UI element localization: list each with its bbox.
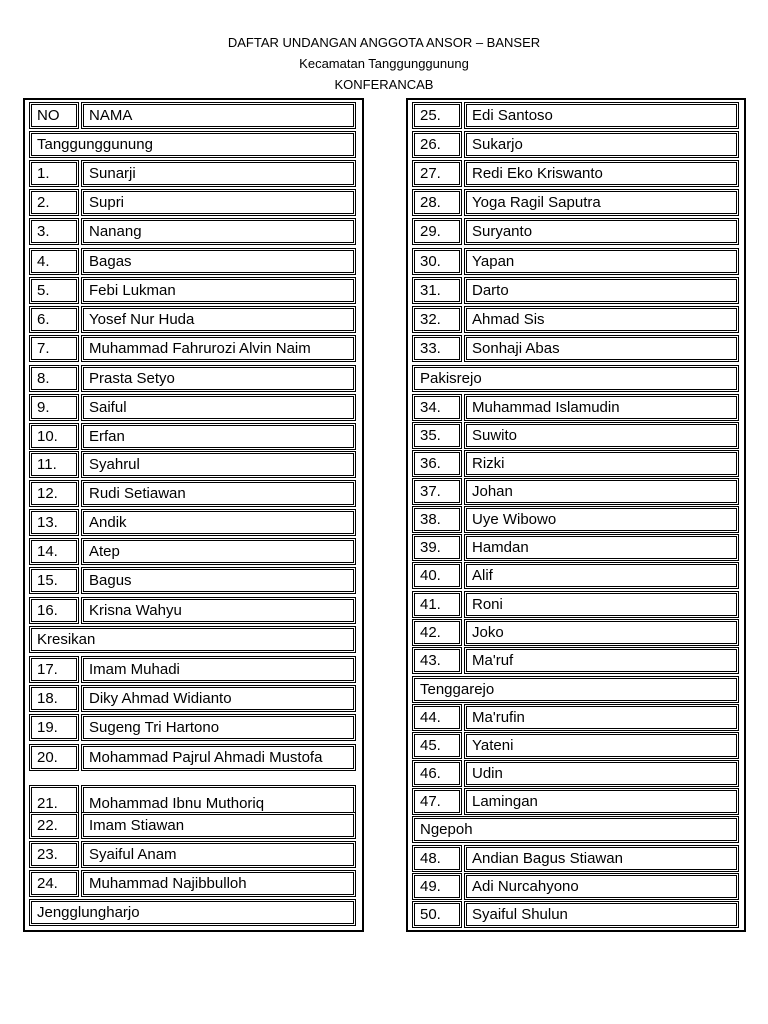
row-number: 22. <box>29 812 79 839</box>
member-name: Muhammad Fahrurozi Alvin Naim <box>81 335 356 362</box>
row-number: 41. <box>412 591 462 618</box>
member-name: Udin <box>464 760 739 787</box>
member-name: Syaiful Shulun <box>464 901 739 928</box>
member-name: Suwito <box>464 422 739 449</box>
member-name: Krisna Wahyu <box>81 597 356 624</box>
row-number: 47. <box>412 788 462 815</box>
row-number: 21. <box>29 785 79 823</box>
row-number: 23. <box>29 841 79 868</box>
member-name: Hamdan <box>464 534 739 561</box>
member-name: Rudi Setiawan <box>81 480 356 507</box>
member-name: Lamingan <box>464 788 739 815</box>
row-number: 8. <box>29 365 79 392</box>
row-number: 30. <box>412 248 462 275</box>
member-name: Erfan <box>81 423 356 450</box>
row-number: 45. <box>412 732 462 759</box>
member-name: Alif <box>464 562 739 589</box>
row-number: 7. <box>29 335 79 362</box>
right-invite-table <box>406 98 746 932</box>
section-header: Tenggarejo <box>412 676 739 703</box>
row-number: 1. <box>29 160 79 187</box>
member-name: Diky Ahmad Widianto <box>81 685 356 712</box>
section-header: Kresikan <box>29 626 356 653</box>
member-name: Imam Muhadi <box>81 656 356 683</box>
member-name: Uye Wibowo <box>464 506 739 533</box>
member-name: Sonhaji Abas <box>464 335 739 362</box>
member-name: Andian Bagus Stiawan <box>464 845 739 872</box>
row-number: 20. <box>29 744 79 771</box>
row-number: 42. <box>412 619 462 646</box>
row-number: 9. <box>29 394 79 421</box>
member-name: Sugeng Tri Hartono <box>81 714 356 741</box>
member-name: Ahmad Sis <box>464 306 739 333</box>
row-number: 38. <box>412 506 462 533</box>
member-name: Johan <box>464 478 739 505</box>
column-header-no: NO <box>29 102 79 129</box>
member-name: Joko <box>464 619 739 646</box>
row-number: 4. <box>29 248 79 275</box>
row-number: 32. <box>412 306 462 333</box>
row-number: 12. <box>29 480 79 507</box>
document-title: DAFTAR UNDANGAN ANGGOTA ANSOR – BANSER <box>227 35 541 50</box>
left-invite-table <box>23 98 364 932</box>
row-number: 43. <box>412 647 462 674</box>
row-number: 28. <box>412 189 462 216</box>
row-number: 33. <box>412 335 462 362</box>
section-header: Jengglungharjo <box>29 899 356 926</box>
row-number: 24. <box>29 870 79 897</box>
row-number: 46. <box>412 760 462 787</box>
member-name: Syahrul <box>81 451 356 478</box>
member-name: Prasta Setyo <box>81 365 356 392</box>
member-name: Yoga Ragil Saputra <box>464 189 739 216</box>
row-number: 5. <box>29 277 79 304</box>
row-number: 19. <box>29 714 79 741</box>
member-name: Imam Stiawan <box>81 812 356 839</box>
member-name: Febi Lukman <box>81 277 356 304</box>
member-name: Nanang <box>81 218 356 245</box>
row-number: 6. <box>29 306 79 333</box>
row-number: 36. <box>412 450 462 477</box>
row-number: 44. <box>412 704 462 731</box>
row-number: 39. <box>412 534 462 561</box>
row-number: 11. <box>29 451 79 478</box>
member-name: Edi Santoso <box>464 102 739 129</box>
row-number: 26. <box>412 131 462 158</box>
row-number: 13. <box>29 509 79 536</box>
row-number: 31. <box>412 277 462 304</box>
member-name: Ma'ruf <box>464 647 739 674</box>
row-number: 37. <box>412 478 462 505</box>
column-header-nama: NAMA <box>81 102 356 129</box>
member-name: Sukarjo <box>464 131 739 158</box>
member-name: Mohammad Pajrul Ahmadi Mustofa <box>81 744 356 771</box>
row-number: 49. <box>412 873 462 900</box>
member-name: Mohammad Ibnu Muthoriq <box>81 785 356 823</box>
row-number: 18. <box>29 685 79 712</box>
member-name: Adi Nurcahyono <box>464 873 739 900</box>
row-number: 40. <box>412 562 462 589</box>
member-name: Suryanto <box>464 218 739 245</box>
member-name: Yapan <box>464 248 739 275</box>
member-name: Atep <box>81 538 356 565</box>
member-name: Yateni <box>464 732 739 759</box>
member-name: Redi Eko Kriswanto <box>464 160 739 187</box>
row-number: 10. <box>29 423 79 450</box>
row-number: 16. <box>29 597 79 624</box>
row-number: 48. <box>412 845 462 872</box>
member-name: Andik <box>81 509 356 536</box>
row-number: 3. <box>29 218 79 245</box>
member-name: Saiful <box>81 394 356 421</box>
document-subtitle: Kecamatan Tanggunggunung <box>299 56 469 71</box>
section-header: Pakisrejo <box>412 365 739 392</box>
row-number: 14. <box>29 538 79 565</box>
row-number: 2. <box>29 189 79 216</box>
row-number: 50. <box>412 901 462 928</box>
member-name: Sunarji <box>81 160 356 187</box>
member-name: Darto <box>464 277 739 304</box>
member-name: Yosef Nur Huda <box>81 306 356 333</box>
row-number: 35. <box>412 422 462 449</box>
member-name: Muhammad Islamudin <box>464 394 739 421</box>
section-header: Ngepoh <box>412 816 739 843</box>
row-number: 17. <box>29 656 79 683</box>
member-name: Supri <box>81 189 356 216</box>
member-name: Roni <box>464 591 739 618</box>
member-name: Bagas <box>81 248 356 275</box>
member-name: Muhammad Najibbulloh <box>81 870 356 897</box>
member-name: Ma'rufin <box>464 704 739 731</box>
member-name: Syaiful Anam <box>81 841 356 868</box>
row-number: 27. <box>412 160 462 187</box>
member-name: Bagus <box>81 567 356 594</box>
row-number: 15. <box>29 567 79 594</box>
member-name: Rizki <box>464 450 739 477</box>
row-number: 25. <box>412 102 462 129</box>
section-header: Tanggunggunung <box>29 131 356 158</box>
document-event: KONFERANCAB <box>334 77 434 92</box>
row-number: 29. <box>412 218 462 245</box>
row-number: 34. <box>412 394 462 421</box>
